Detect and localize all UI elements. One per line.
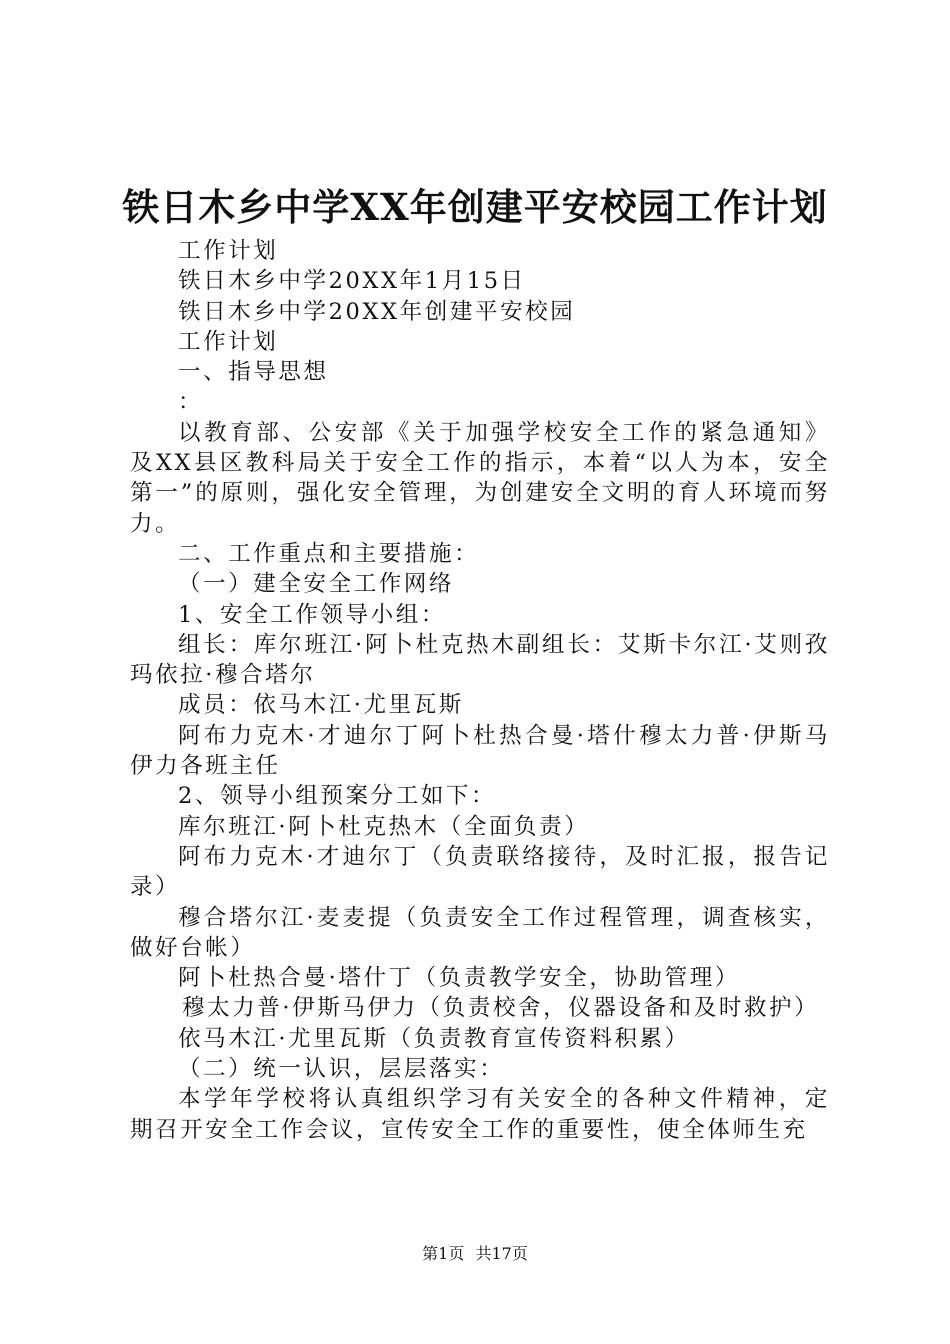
page-number: 第1页 [422, 1244, 465, 1263]
paragraph: 铁日木乡中学20XX年创建平安校园 [178, 298, 576, 325]
paragraph: 1、安全工作领导小组： [178, 601, 446, 628]
subsection-heading: （一）建全安全工作网络 [178, 571, 455, 598]
paragraph: ： [178, 389, 204, 416]
paragraph: 阿卜杜热合曼·塔什丁（负责教学安全，协助管理） [178, 965, 740, 992]
paragraph: 阿布力克木·才迪尔丁阿卜杜热合曼·塔什穆太力普·伊斯马伊力各班主任 [130, 722, 830, 780]
paragraph: 工作计划 [178, 328, 279, 355]
paragraph: 穆合塔尔江·麦麦提（负责安全工作过程管理，调查核实，做好台帐） [130, 904, 830, 961]
page-footer [0, 1243, 950, 1265]
section-heading: 一、指导思想 [178, 359, 329, 386]
paragraph: 穆太力普·伊斯马伊力（负责校舍，仪器设备和及时救护） [182, 995, 820, 1022]
section-heading: 二、工作重点和主要措施： [178, 540, 480, 567]
paragraph: 2、领导小组预案分工如下： [178, 783, 497, 810]
paragraph: 成员：依马木江·尤里瓦斯 [178, 692, 464, 719]
page-total: 共17页 [475, 1244, 528, 1263]
paragraph: 库尔班江·阿卜杜克热木（全面负责） [178, 813, 590, 840]
paragraph: 以教育部、公安部《关于加强学校安全工作的紧急通知》及XX县区教科局关于安全工作的指示，本着“以人为本，安全第一”的原则，强化安全管理，为创建安全文明的育人环境而努力。 [130, 419, 830, 537]
paragraph: 依马木江·尤里瓦斯（负责教育宣传资料积累） [178, 1025, 690, 1052]
document-title: 铁日木乡中学XX年创建平安校园工作计划 [122, 185, 828, 229]
document-body [130, 236, 830, 1145]
paragraph: 工作计划 [178, 238, 279, 264]
paragraph: 铁日木乡中学20XX年1月15日 [178, 268, 526, 295]
paragraph: 本学年学校将认真组织学习有关安全的各种文件精神，定期召开安全工作会议，宣传安全工作的重要性，使全体师生充 [130, 1086, 830, 1143]
subsection-heading: （二）统一认识，层层落实： [178, 1056, 505, 1083]
paragraph: 阿布力克木·才迪尔丁（负责联络接待，及时汇报，报告记录） [130, 843, 830, 901]
paragraph: 组长：库尔班江·阿卜杜克热木副组长：艾斯卡尔江·艾则孜玛依拉·穆合塔尔 [130, 631, 830, 689]
